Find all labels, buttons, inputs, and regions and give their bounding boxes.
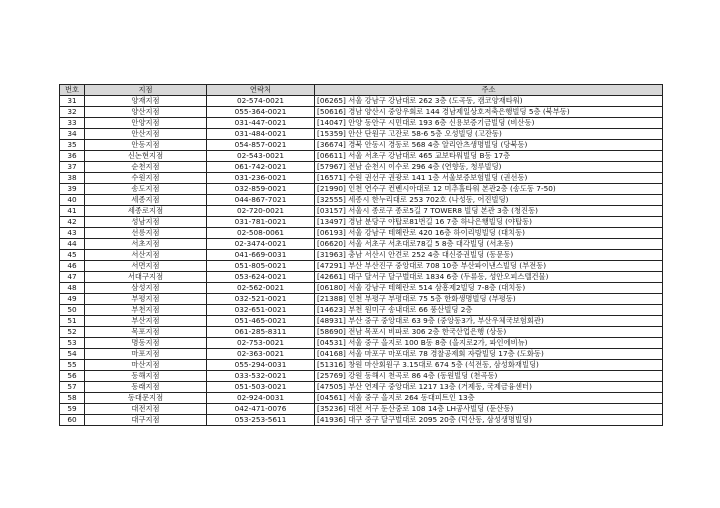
cell-address: [15359] 안산 단원구 고잔로 58-6 5층 오성빌딩 (고잔동) <box>315 129 663 140</box>
cell-address: [06265] 서울 강남구 강남대로 262 3층 (도곡동, 캠코양재타워) <box>315 96 663 107</box>
table-row <box>60 404 663 415</box>
cell-phone: 02-574-0021 <box>207 96 315 107</box>
cell-address: [14623] 부천 원미구 송내대로 66 풍산빌딩 2층 <box>315 305 663 316</box>
cell-phone: 02-508-0061 <box>207 228 315 239</box>
cell-address: [32555] 세종시 한누리대로 253 702호 (나성동, 어진빌딩) <box>315 195 663 206</box>
cell-number: 60 <box>60 415 85 426</box>
cell-number: 50 <box>60 305 85 316</box>
header-phone: 연락처 <box>207 85 315 96</box>
cell-phone: 041-669-0031 <box>207 250 315 261</box>
cell-number: 58 <box>60 393 85 404</box>
cell-number: 38 <box>60 173 85 184</box>
cell-address: [57967] 전남 순천시 이수로 296 4층 (연향동, 청루빌딩) <box>315 162 663 173</box>
table-row <box>60 415 663 426</box>
cell-phone: 042-471-0076 <box>207 404 315 415</box>
cell-phone: 055-294-0031 <box>207 360 315 371</box>
table-row <box>60 371 663 382</box>
table-row <box>60 217 663 228</box>
table-row <box>60 250 663 261</box>
cell-address: [48931] 부산 중구 중앙대로 63 9층 (중앙동3가, 부산우체국보험회관) <box>315 316 663 327</box>
cell-branch: 마산지점 <box>85 360 207 371</box>
table-row <box>60 272 663 283</box>
cell-branch: 목포지점 <box>85 327 207 338</box>
cell-address: [04531] 서울 중구 을지로 100 B동 8층 (을지로2가, 파인에비뉴) <box>315 338 663 349</box>
cell-phone: 02-543-0021 <box>207 151 315 162</box>
cell-number: 53 <box>60 338 85 349</box>
cell-address: [42661] 대구 달서구 달구벌대로 1834 6층 (두류동, 성안오피스텔건물) <box>315 272 663 283</box>
cell-address: [14047] 안양 동안구 시민대로 193 6층 신용보증기금빌딩 (비산동) <box>315 118 663 129</box>
table-row <box>60 129 663 140</box>
cell-branch: 순천지점 <box>85 162 207 173</box>
cell-phone: 02-3474-0021 <box>207 239 315 250</box>
cell-branch: 양재지점 <box>85 96 207 107</box>
table-row <box>60 316 663 327</box>
cell-number: 56 <box>60 371 85 382</box>
cell-branch: 부산지점 <box>85 316 207 327</box>
cell-phone: 02-924-0031 <box>207 393 315 404</box>
cell-address: [25769] 강원 동해시 천곡로 86 4층 (동원빌딩 (천곡동) <box>315 371 663 382</box>
cell-address: [04168] 서울 마포구 마포대로 78 경찰공제회 자람빌딩 17층 (도화동) <box>315 349 663 360</box>
cell-number: 35 <box>60 140 85 151</box>
cell-phone: 051-503-0021 <box>207 382 315 393</box>
cell-branch: 송도지점 <box>85 184 207 195</box>
cell-branch: 서면지점 <box>85 261 207 272</box>
cell-address: [04561] 서울 중구 을지로 264 동대피트인 13층 <box>315 393 663 404</box>
cell-number: 52 <box>60 327 85 338</box>
table-row <box>60 360 663 371</box>
header-address: 주소 <box>315 85 663 96</box>
table-row <box>60 118 663 129</box>
cell-branch: 수원지점 <box>85 173 207 184</box>
cell-phone: 02-363-0021 <box>207 349 315 360</box>
table-row <box>60 327 663 338</box>
table-row <box>60 228 663 239</box>
cell-number: 43 <box>60 228 85 239</box>
cell-address: [06611] 서울 서초구 강남대로 465 교보타워빌딩 B동 17층 <box>315 151 663 162</box>
cell-phone: 033-532-0021 <box>207 371 315 382</box>
cell-phone: 031-484-0021 <box>207 129 315 140</box>
cell-number: 40 <box>60 195 85 206</box>
table-row <box>60 261 663 272</box>
cell-address: [16571] 수원 권선구 권광로 141 1층 서울보증보험빌딩 (권선동) <box>315 173 663 184</box>
cell-phone: 031-781-0021 <box>207 217 315 228</box>
cell-address: [21388] 인천 부평구 부평대로 75 5층 한화생명빌딩 (부평동) <box>315 294 663 305</box>
cell-address: [58690] 전남 목포시 비파로 306 2층 한국산업은행 (상동) <box>315 327 663 338</box>
cell-number: 39 <box>60 184 85 195</box>
table-header-row <box>60 85 663 96</box>
cell-phone: 02-562-0021 <box>207 283 315 294</box>
table-row <box>60 393 663 404</box>
cell-phone: 031-236-0021 <box>207 173 315 184</box>
cell-branch: 신논현지점 <box>85 151 207 162</box>
table-row <box>60 239 663 250</box>
cell-number: 36 <box>60 151 85 162</box>
cell-branch: 서대구지점 <box>85 272 207 283</box>
cell-phone: 061-742-0021 <box>207 162 315 173</box>
cell-phone: 054-857-0021 <box>207 140 315 151</box>
cell-number: 41 <box>60 206 85 217</box>
cell-number: 59 <box>60 404 85 415</box>
cell-branch: 서초지점 <box>85 239 207 250</box>
cell-number: 32 <box>60 107 85 118</box>
cell-phone: 032-521-0021 <box>207 294 315 305</box>
cell-phone: 02-720-0021 <box>207 206 315 217</box>
table-row <box>60 151 663 162</box>
cell-branch: 명동지점 <box>85 338 207 349</box>
cell-number: 48 <box>60 283 85 294</box>
cell-branch: 동대문지점 <box>85 393 207 404</box>
table-row <box>60 382 663 393</box>
cell-phone: 02-753-0021 <box>207 338 315 349</box>
table-row <box>60 305 663 316</box>
cell-number: 37 <box>60 162 85 173</box>
cell-address: [06193] 서울 강남구 테헤란로 420 16층 하이리빙빌딩 (대치동) <box>315 228 663 239</box>
table-row <box>60 96 663 107</box>
cell-branch: 서산지점 <box>85 250 207 261</box>
cell-address: [36674] 경북 안동시 경동로 568 4층 알리안츠생명빌딩 (당북동) <box>315 140 663 151</box>
cell-phone: 031-447-0021 <box>207 118 315 129</box>
cell-phone: 044-867-7021 <box>207 195 315 206</box>
cell-branch: 부천지점 <box>85 305 207 316</box>
cell-address: [35236] 대전 서구 둔산중로 108 14층 LH공사빌딩 (둔산동) <box>315 404 663 415</box>
cell-address: [50616] 경남 양산시 중앙우회로 144 경남제일상호저축은행빌딩 5층 (북부동) <box>315 107 663 118</box>
table-row <box>60 294 663 305</box>
cell-number: 34 <box>60 129 85 140</box>
table-body <box>60 96 663 426</box>
cell-number: 54 <box>60 349 85 360</box>
table-row <box>60 338 663 349</box>
table-row <box>60 283 663 294</box>
cell-phone: 032-651-0021 <box>207 305 315 316</box>
cell-number: 51 <box>60 316 85 327</box>
cell-phone: 053-253-5611 <box>207 415 315 426</box>
cell-address: [06620] 서울 서초구 서초대로78길 5 8층 대각빌딩 (서초동) <box>315 239 663 250</box>
cell-address: [13497] 경남 분당구 야탑로81번길 16 7층 하나은행빌딩 (야탑동) <box>315 217 663 228</box>
table-row <box>60 173 663 184</box>
table-row <box>60 107 663 118</box>
cell-branch: 세종지점 <box>85 195 207 206</box>
cell-phone: 032-859-0021 <box>207 184 315 195</box>
header-number: 번호 <box>60 85 85 96</box>
cell-address: [51316] 창원 마산회원구 3.15대로 674 5층 (석전동, 삼성화재빌딩) <box>315 360 663 371</box>
cell-branch: 마포지점 <box>85 349 207 360</box>
table-row <box>60 349 663 360</box>
cell-branch: 삼성지점 <box>85 283 207 294</box>
cell-address: [06180] 서울 강남구 테헤란로 514 삼흥제2빌딩 7-8층 (대치동) <box>315 283 663 294</box>
cell-branch: 선릉지점 <box>85 228 207 239</box>
cell-branch: 동래지점 <box>85 382 207 393</box>
cell-number: 45 <box>60 250 85 261</box>
cell-branch: 부평지점 <box>85 294 207 305</box>
cell-branch: 세종로지점 <box>85 206 207 217</box>
cell-number: 44 <box>60 239 85 250</box>
cell-address: [03157] 서울시 종로구 종로5길 7 TOWER8 빌딩 본관 3층 (청진동) <box>315 206 663 217</box>
cell-phone: 051-465-0021 <box>207 316 315 327</box>
cell-branch: 안양지점 <box>85 118 207 129</box>
cell-number: 31 <box>60 96 85 107</box>
table-row <box>60 195 663 206</box>
cell-phone: 051-805-0021 <box>207 261 315 272</box>
cell-address: [41936] 대구 중구 달구벌대로 2095 20층 (덕산동, 삼성생명빌딩) <box>315 415 663 426</box>
cell-number: 33 <box>60 118 85 129</box>
cell-address: [47291] 부산 부산진구 중앙대로 708 10층 부산파이낸스빌딩 (부전동) <box>315 261 663 272</box>
cell-phone: 061-285-8311 <box>207 327 315 338</box>
table-row <box>60 140 663 151</box>
cell-branch: 성남지점 <box>85 217 207 228</box>
table-row <box>60 162 663 173</box>
table-row <box>60 184 663 195</box>
cell-number: 57 <box>60 382 85 393</box>
cell-branch: 대전지점 <box>85 404 207 415</box>
cell-number: 47 <box>60 272 85 283</box>
cell-number: 55 <box>60 360 85 371</box>
cell-address: [21990] 인천 연수구 컨벤시아대로 12 미추홀타워 본관2층 (송도동 7-50) <box>315 184 663 195</box>
cell-address: [31963] 충남 서산시 안견로 252 4층 대신증권빌딩 (동문동) <box>315 250 663 261</box>
cell-phone: 055-364-0021 <box>207 107 315 118</box>
cell-branch: 대구지점 <box>85 415 207 426</box>
header-branch: 지점 <box>85 85 207 96</box>
cell-number: 42 <box>60 217 85 228</box>
cell-branch: 동해지점 <box>85 371 207 382</box>
cell-branch: 안동지점 <box>85 140 207 151</box>
cell-address: [47505] 부산 연제구 중앙대로 1217 13층 (거제동, 국제금융센터) <box>315 382 663 393</box>
cell-number: 49 <box>60 294 85 305</box>
cell-number: 46 <box>60 261 85 272</box>
cell-phone: 053-624-0021 <box>207 272 315 283</box>
table-row <box>60 206 663 217</box>
cell-branch: 안산지점 <box>85 129 207 140</box>
branch-table <box>59 84 663 426</box>
cell-branch: 양산지점 <box>85 107 207 118</box>
